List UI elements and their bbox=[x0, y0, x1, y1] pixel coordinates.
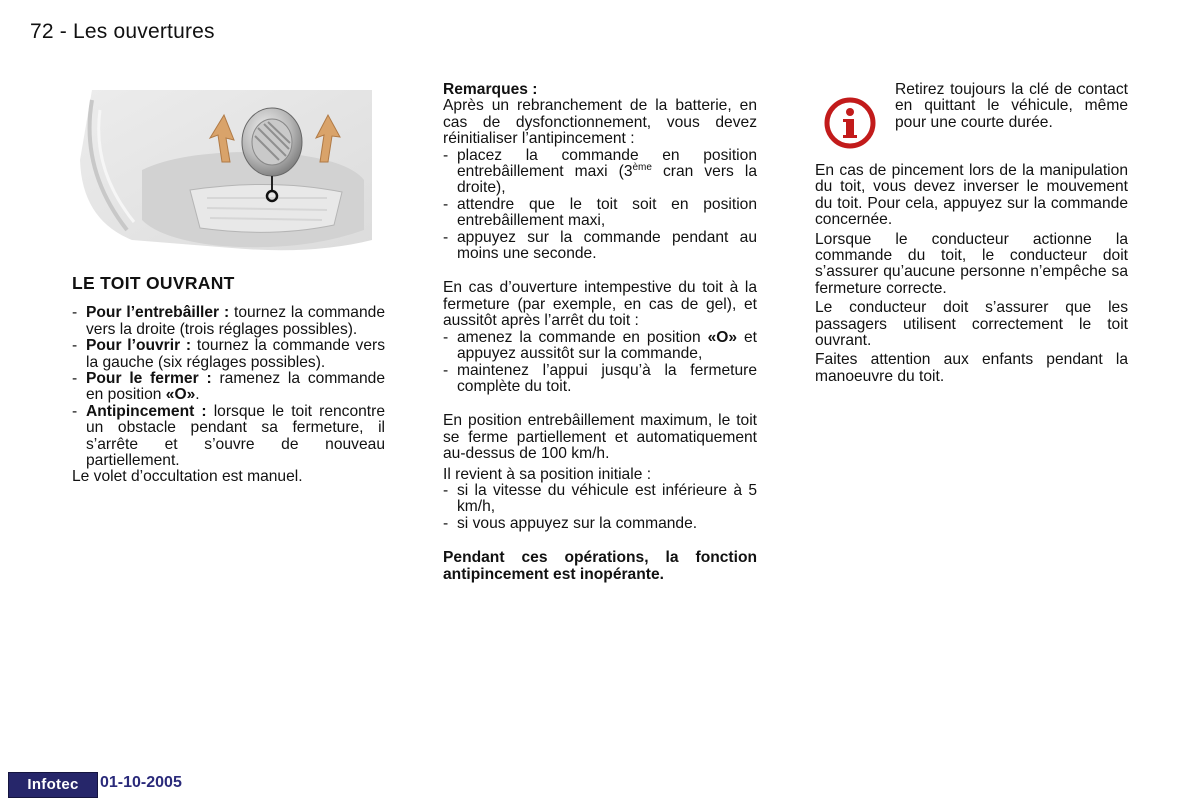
column-left bbox=[72, 275, 385, 486]
footer-date: 01-10-2005 bbox=[100, 774, 182, 791]
info-block bbox=[815, 82, 1128, 152]
page-title: 72 - Les ouvertures bbox=[30, 20, 215, 43]
info-icon bbox=[823, 96, 877, 150]
paragraph: Lorsque le conducteur actionne la commande du toit, le conducteur doit s’assurer qu’aucune personne n’empêche sa fermeture correcte. bbox=[815, 230, 1128, 297]
list-item: - maintenez l’appui jusqu’à la fermeture complète du toit. bbox=[443, 361, 757, 395]
note-text: Le volet d’occultation est manuel. bbox=[72, 468, 303, 486]
list-item: - placez la commande en position entrebâillement maxi (3ème cran vers la droite), bbox=[443, 146, 757, 197]
column-middle bbox=[443, 82, 757, 583]
list-item: - Antipincement : lorsque le toit rencontre un obstacle pendant sa fermeture, il s’arrête et s’ouvre de nouveau partiellement. bbox=[72, 402, 385, 470]
column-right bbox=[815, 163, 1128, 385]
list-item: - appuyez sur la commande pendant au moins une seconde. bbox=[443, 228, 757, 263]
paragraph: Il revient à sa position initiale : bbox=[443, 465, 652, 483]
section-title: LE TOIT OUVRANT bbox=[72, 273, 235, 293]
list-item: - Pour l’entrebâiller : tournez la commande vers la droite (trois réglages possibles). bbox=[72, 304, 385, 338]
paragraph: En position entrebâillement maximum, le toit se ferme partiellement et automatiquement au-dessus de 100 km/h. bbox=[443, 412, 757, 463]
infotec-logo: Infotec bbox=[8, 772, 98, 798]
paragraph: En cas de pincement lors de la manipulation du toit, vous devez inverser le mouvement du toit. Pour cela, appuyez sur la commande concernée. bbox=[815, 162, 1128, 229]
list-item: - si la vitesse du véhicule est inférieure à 5 km/h, bbox=[443, 481, 757, 516]
list-item: - attendre que le toit soit en position entrebâillement maxi, bbox=[443, 195, 757, 230]
info-text: Retirez toujours la clé de contact en quittant le véhicule, même pour une courte durée. bbox=[895, 81, 1128, 131]
list-item: - amenez la commande en position «O» et appuyez aussitôt sur la commande, bbox=[443, 328, 757, 363]
paragraph: Le conducteur doit s’assurer que les passagers utilisent correctement le toit ouvrant. bbox=[815, 299, 1128, 350]
remarks-title: Remarques : bbox=[443, 81, 538, 98]
list-item: - Pour le fermer : ramenez la commande en position «O». bbox=[72, 370, 385, 404]
paragraph: Après un rebranchement de la batterie, en cas de dysfonctionnement, vous devez réinitialiser l’antipincement : bbox=[443, 97, 757, 148]
list-item: - si vous appuyez sur la commande. bbox=[443, 514, 698, 532]
sunroof-control-illustration bbox=[72, 80, 382, 265]
paragraph: En cas d’ouverture intempestive du toit à la fermeture (par exemple, en cas de gel), et aussitôt après l’arrêt du toit : bbox=[443, 279, 757, 330]
list-item: - Pour l’ouvrir : tournez la commande vers la gauche (six réglages possibles). bbox=[72, 337, 385, 371]
paragraph: Faites attention aux enfants pendant la manoeuvre du toit. bbox=[815, 351, 1128, 385]
warning-text: Pendant ces opérations, la fonction antipincement est inopérante. bbox=[443, 549, 757, 583]
